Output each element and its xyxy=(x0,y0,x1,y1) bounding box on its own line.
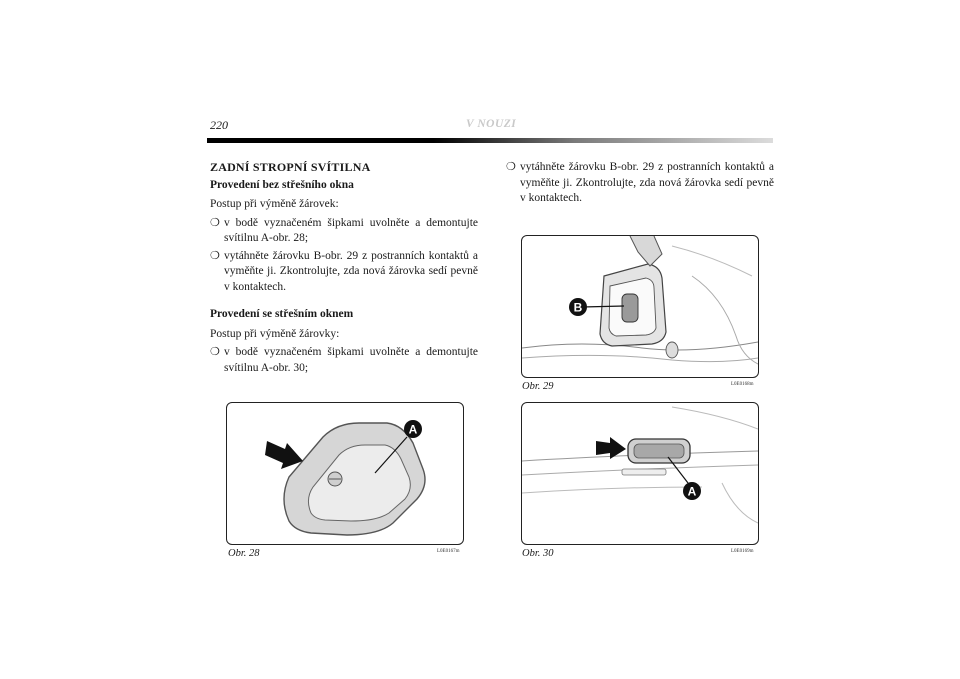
list-item: ❍ vytáhněte žárovku B-obr. 29 z postranních kontaktů a vyměňte ji. Zkontrolujte, zda nová žárovka sedí pevně v kontaktech. xyxy=(210,249,478,293)
list-item: ❍ vytáhněte žárovku B-obr. 29 z postranních kontaktů a vyměňte ji. Zkontrolujte, zda nová žárovka sedí pevně v kontaktech. xyxy=(506,161,774,204)
bullet-icon: ❍ xyxy=(210,249,220,262)
figure-30-code: L0E0169m xyxy=(731,549,754,554)
figure-30-caption: Obr. 30 xyxy=(522,548,554,559)
procedure-list xyxy=(210,216,478,296)
header-rule xyxy=(207,138,773,143)
callout-b-label: B xyxy=(573,300,583,315)
sunroof-lamp-drawing xyxy=(522,403,758,544)
procedure-intro: Postup při výměně žárovek: xyxy=(210,198,339,210)
list-item: ❍ v bodě vyznačeném šipkami uvolněte a demontujte svítilnu A-obr. 30; xyxy=(210,346,478,374)
figure-28-lamp-illustration xyxy=(226,402,464,545)
subheading-without-sunroof: Provedení bez střešního okna xyxy=(210,178,354,191)
list-item: ❍ v bodě vyznačeném šipkami uvolněte a demontujte svítilnu A-obr. 28; xyxy=(210,216,478,244)
section-heading: ZADNÍ STROPNÍ SVÍTILNA xyxy=(210,160,371,174)
bullet-icon: ❍ xyxy=(210,346,220,358)
lamp-cover-drawing xyxy=(227,403,463,544)
left-column xyxy=(210,160,478,378)
bulb-holder-drawing xyxy=(522,236,758,377)
bullet-icon: ❍ xyxy=(506,161,516,173)
figure-29-code: L0E0168m xyxy=(731,382,754,387)
subheading-with-sunroof: Provedení se střešním oknem xyxy=(210,308,354,320)
figure-30-lamp-illustration xyxy=(521,402,759,545)
bullet-icon: ❍ xyxy=(210,216,220,229)
right-column xyxy=(506,160,774,209)
callout-a-label: A xyxy=(408,422,418,437)
figure-28-caption: Obr. 28 xyxy=(228,548,260,559)
figure-29-caption: Obr. 29 xyxy=(522,381,554,392)
page-number: 220 xyxy=(210,118,228,132)
figure-28-code: L0E0167m xyxy=(437,549,460,554)
callout-a-label: A xyxy=(687,484,697,499)
release-arrow-icon xyxy=(265,441,303,469)
procedure-intro: Postup při výměně žárovky: xyxy=(210,327,340,340)
figure-29-bulb-illustration xyxy=(521,235,759,378)
section-title: V NOUZI xyxy=(466,118,517,130)
procedure-list xyxy=(210,345,478,376)
procedure-list xyxy=(506,160,774,207)
